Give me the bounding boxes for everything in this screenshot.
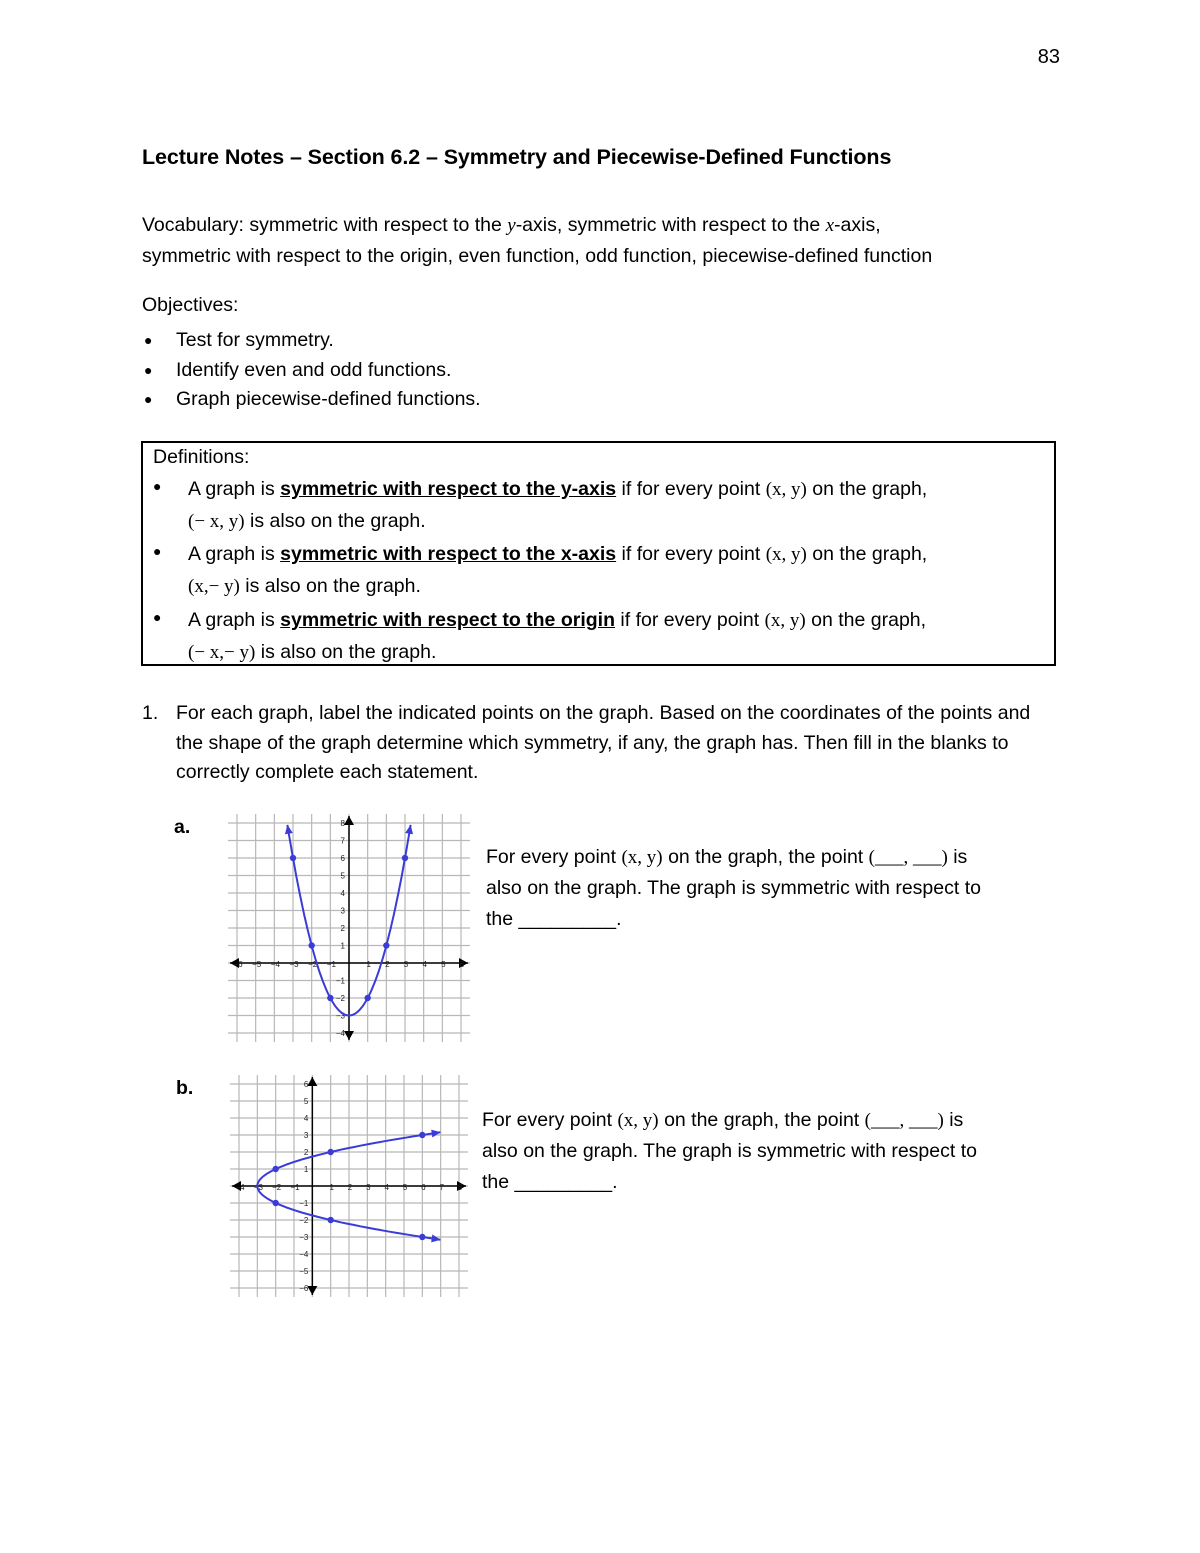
bullet-icon: ● <box>153 543 162 559</box>
y-tick-label: 2 <box>303 1148 309 1157</box>
y-tick-label: 5 <box>303 1097 309 1106</box>
curve-arrow <box>285 825 293 835</box>
y-tick-label: −4 <box>299 1250 309 1259</box>
statement-b: For every point (x, y) on the graph, the point (___, ___) is also on the graph. The graph is symmetric with respect to the _________. <box>482 1105 1062 1198</box>
x-tick-label: 1 <box>329 1183 334 1192</box>
bullet-icon: ● <box>144 332 153 348</box>
x-tick-label: 1 <box>366 960 371 969</box>
x-tick-label: 5 <box>441 960 446 969</box>
x-tick-label: 4 <box>422 960 427 969</box>
x-tick-label: −2 <box>308 960 318 969</box>
x-tick-label: −1 <box>290 1183 300 1192</box>
y-tick-label: 4 <box>340 889 345 898</box>
part-label-b: b. <box>176 1077 194 1099</box>
vocab-line1-b: -axis, symmetric with respect to the <box>515 214 821 236</box>
y-tick-label: 6 <box>303 1080 309 1089</box>
y-tick-label: 4 <box>303 1114 309 1123</box>
x-tick-label: −2 <box>272 1183 282 1192</box>
y-axis-arrow <box>307 1077 317 1086</box>
data-point <box>419 1234 425 1240</box>
list-item: ● Test for symmetry. <box>142 326 481 356</box>
x-tick-label: 8 <box>457 1183 463 1192</box>
definition-term: symmetric with respect to the x-axis <box>280 543 617 565</box>
x-tick-label: 4 <box>384 1183 389 1192</box>
y-tick-label: −3 <box>299 1233 309 1242</box>
blank-symmetry[interactable]: the _________. <box>482 1171 618 1193</box>
vocab-line2: symmetric with respect to the origin, even function, odd function, piecewise-defined function <box>142 245 933 267</box>
y-tick-label: −5 <box>299 1267 309 1276</box>
data-point <box>272 1166 278 1172</box>
x-tick-label: 6 <box>421 1183 426 1192</box>
objectives-list <box>142 326 481 415</box>
y-tick-label: 2 <box>340 924 345 933</box>
bullet-icon: ● <box>144 391 153 407</box>
vocab-line1-c: -axis, <box>834 214 881 236</box>
page-number: 83 <box>1037 46 1060 68</box>
y-tick-label: 7 <box>340 836 345 846</box>
bullet-icon: ● <box>153 609 162 625</box>
vocab-line1-a: symmetric with respect to the <box>249 214 502 236</box>
definition-term: symmetric with respect to the origin <box>280 609 615 631</box>
definition-term: symmetric with respect to the y-axis <box>280 478 617 500</box>
curve-arrow <box>431 1130 440 1138</box>
y-tick-label: −6 <box>299 1284 309 1293</box>
data-point <box>383 942 389 948</box>
x-tick-label: 2 <box>347 1183 353 1192</box>
statement-a: For every point (x, y) on the graph, the point (___, ___) is also on the graph. The graph is symmetric with respect to the _________. <box>486 842 1066 935</box>
x-tick-label: −3 <box>253 1183 263 1192</box>
vocab-label: Vocabulary: <box>142 214 244 236</box>
x-tick-label: 2 <box>385 960 390 969</box>
y-axis-arrow <box>307 1286 317 1295</box>
y-tick-label: 1 <box>303 1165 309 1174</box>
graph-a <box>228 814 470 1042</box>
data-point <box>272 1200 278 1206</box>
y-tick-label: −1 <box>335 976 345 986</box>
data-point <box>327 1217 333 1223</box>
problem-number: 1. <box>142 702 159 724</box>
y-tick-label: −2 <box>335 994 345 1003</box>
objectives-heading: Objectives: <box>142 294 239 316</box>
blank-point[interactable]: (___, ___) <box>864 1110 944 1131</box>
definitions-heading: Definitions: <box>153 446 250 468</box>
x-tick-label: 7 <box>439 1183 444 1192</box>
vocab-x: x <box>825 215 835 236</box>
x-tick-label: −1 <box>326 960 336 969</box>
x-tick-label: −4 <box>270 960 280 969</box>
y-tick-label: 5 <box>340 871 345 881</box>
y-tick-label: 3 <box>340 906 345 916</box>
x-tick-label: −5 <box>252 960 262 969</box>
graph-b <box>230 1075 468 1297</box>
x-tick-label: −4 <box>235 1183 245 1192</box>
y-tick-label: 6 <box>340 854 345 863</box>
blank-point[interactable]: (___, ___) <box>868 847 948 868</box>
page-title: Lecture Notes – Section 6.2 – Symmetry and Piecewise-Defined Functions <box>142 145 892 169</box>
x-tick-label: 5 <box>402 1183 408 1192</box>
data-point <box>327 1149 333 1155</box>
problem-text: For each graph, label the indicated points on the graph. Based on the coordinates of the points and the shape of the graph determine which symmetry, if any, the graph has. Then fill in the blanks to correctly complete each statement. <box>176 702 1031 783</box>
x-tick-label: 3 <box>366 1183 371 1192</box>
vocab-y: y <box>507 215 516 236</box>
y-tick-label: 3 <box>303 1131 309 1140</box>
part-label-a: a. <box>174 816 191 838</box>
x-tick-label: −3 <box>289 960 299 969</box>
list-item: ● Identify even and odd functions. <box>142 356 481 386</box>
data-point <box>327 995 333 1001</box>
data-point <box>419 1132 425 1138</box>
data-point <box>308 942 314 948</box>
definitions-box: Definitions: ● A graph is symmetric with respect to the y-axis if for every point (x, y) on the graph, (− x, y) is also on the graph. ● A graph is symmetric with respect to the x-axis if for every point (x, y) on the graph, (x,− y) is also on the graph. ● A graph is symmetric with respect to the origin if for every point (x, y) on the graph, (− x,− y) is also on the graph. <box>141 441 1056 666</box>
y-tick-label: 8 <box>340 819 345 828</box>
bullet-icon: ● <box>153 478 162 494</box>
vocabulary <box>142 210 1072 271</box>
curve-arrow <box>405 825 413 835</box>
curve-arrow <box>431 1234 440 1242</box>
y-tick-label: −3 <box>335 1011 345 1021</box>
x-tick-label: 6 <box>459 960 465 969</box>
x-tick-label: −6 <box>233 960 243 969</box>
data-point <box>290 855 296 861</box>
blank-symmetry[interactable]: the _________. <box>486 908 622 930</box>
y-tick-label: −4 <box>335 1029 345 1038</box>
y-tick-label: −2 <box>299 1216 309 1225</box>
y-tick-label: 1 <box>340 941 345 951</box>
x-tick-label: 3 <box>403 960 409 969</box>
bullet-icon: ● <box>144 361 153 378</box>
list-item: ● Graph piecewise-defined functions. <box>142 385 481 415</box>
data-point <box>402 855 408 861</box>
y-axis-arrow <box>344 816 354 825</box>
y-tick-label: −1 <box>299 1199 309 1208</box>
y-axis-arrow <box>344 1031 354 1040</box>
data-point <box>364 995 370 1001</box>
